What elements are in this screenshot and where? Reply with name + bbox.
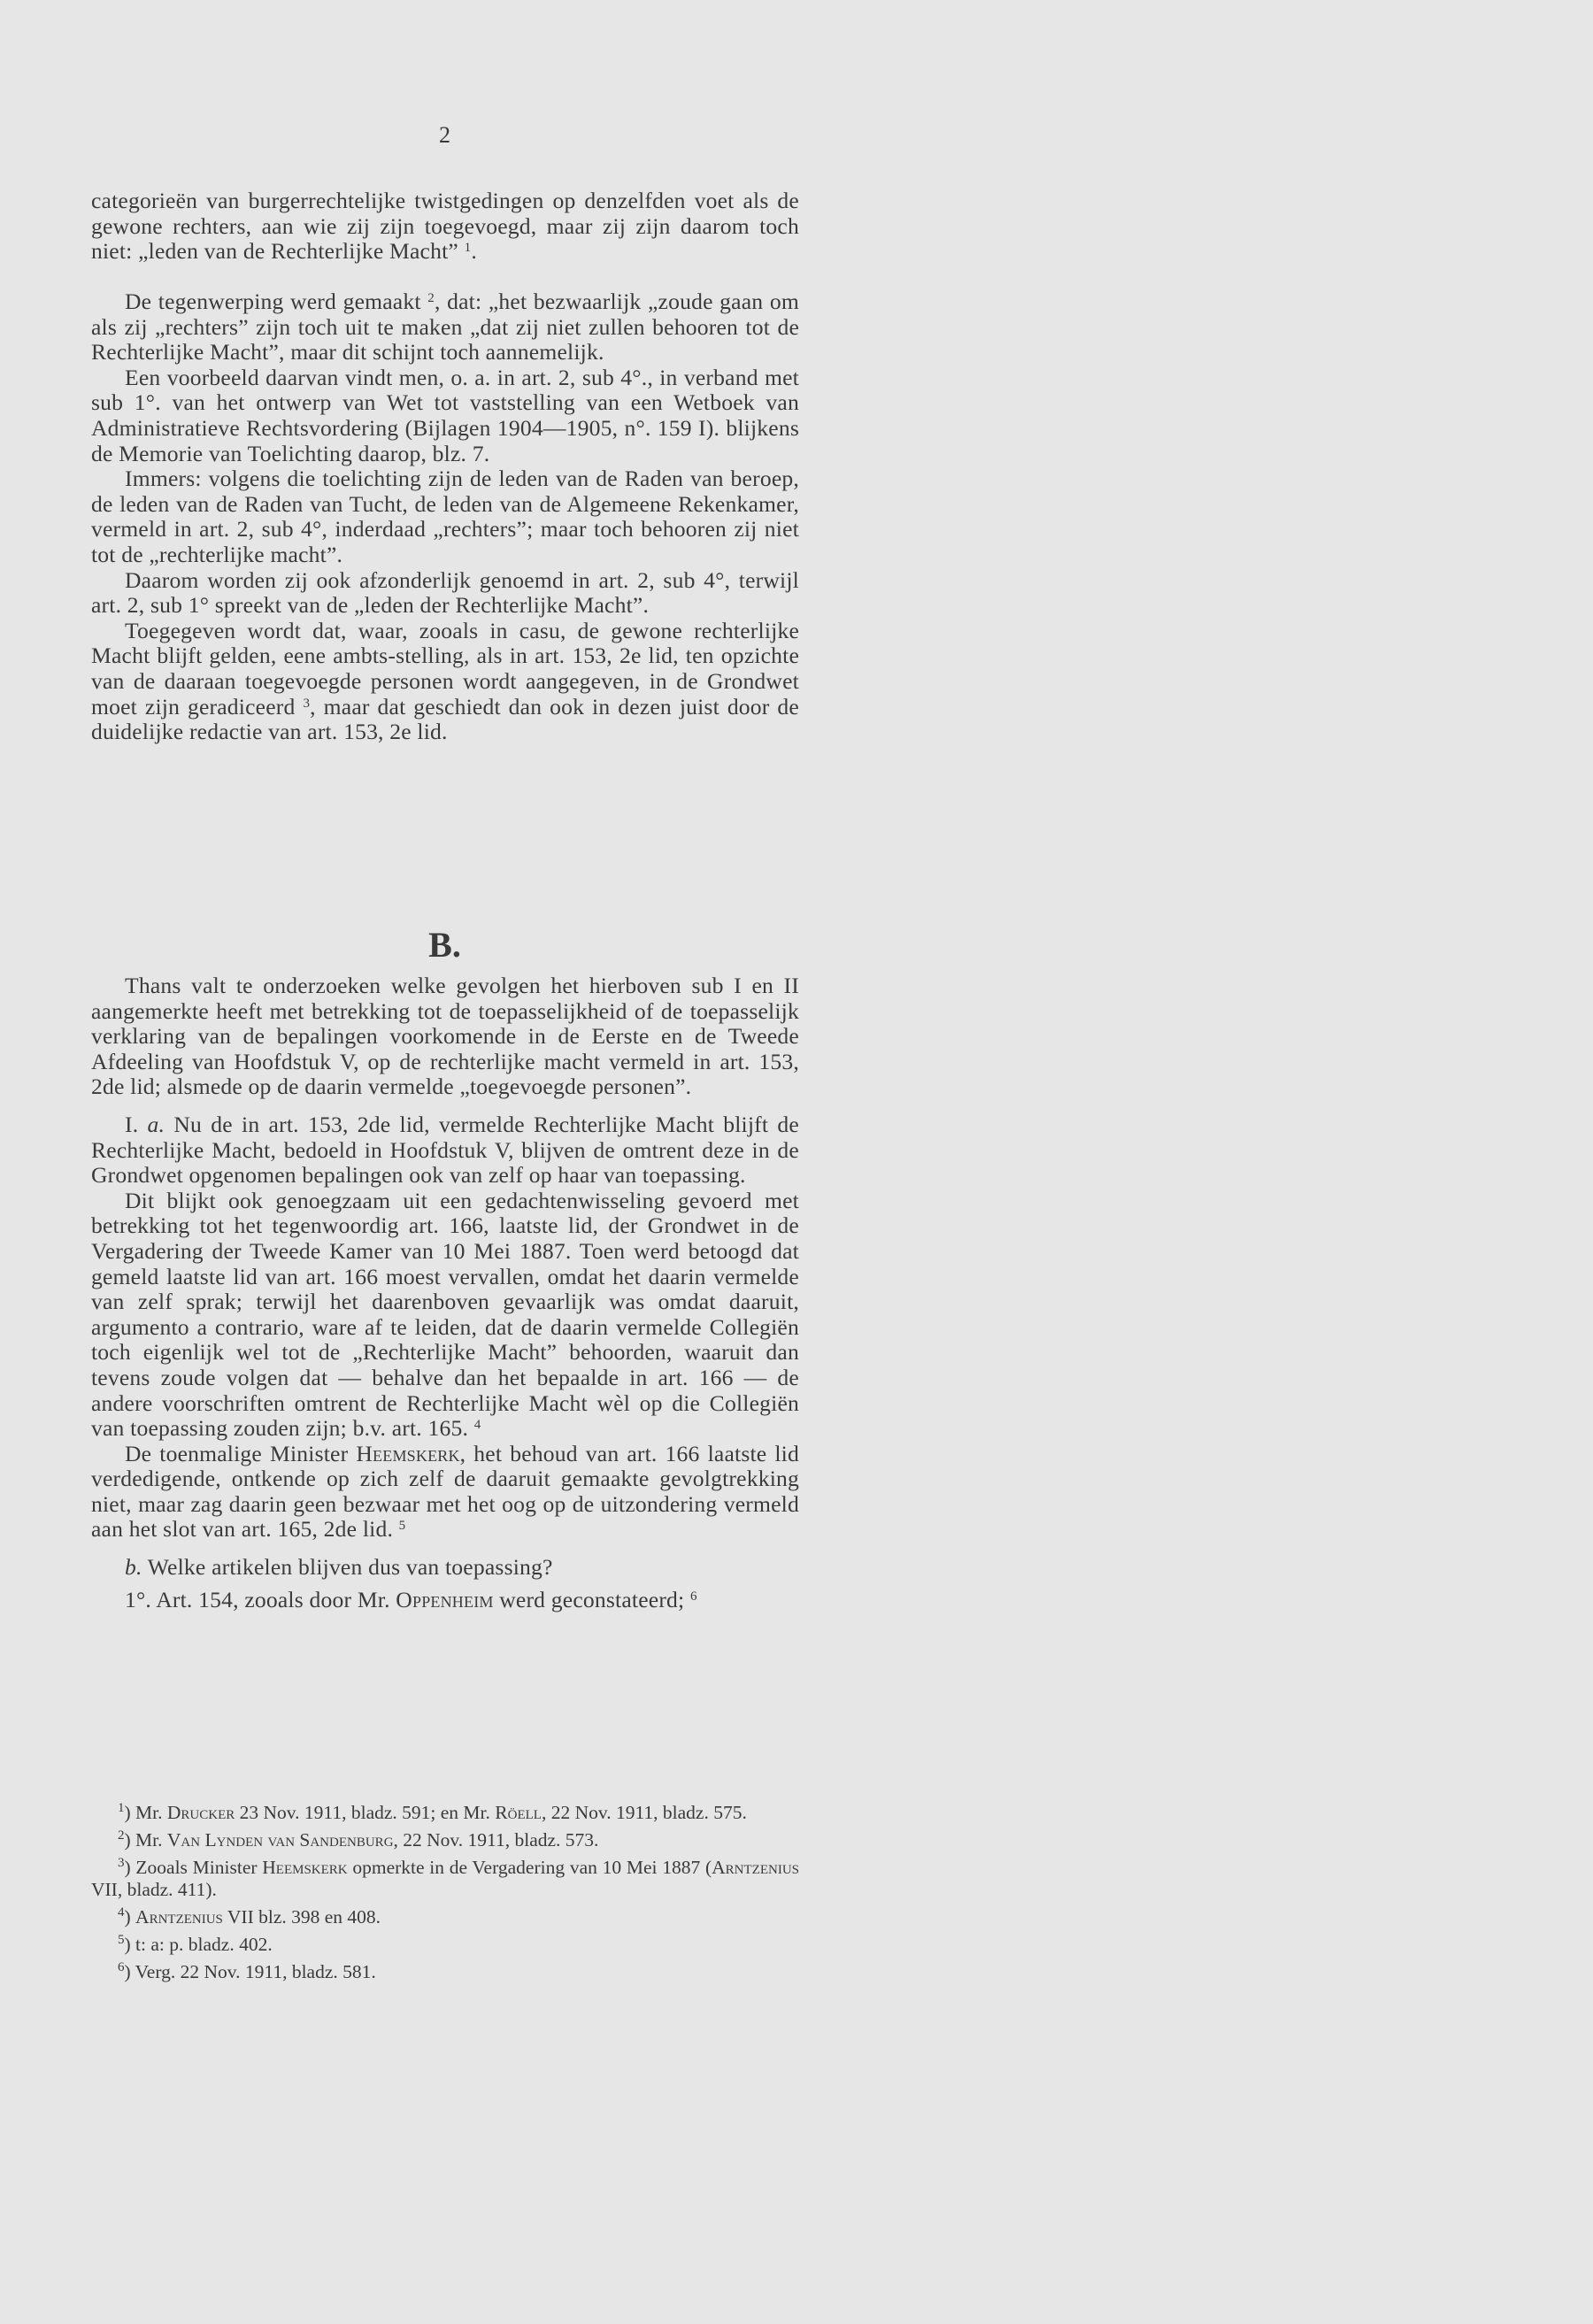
footnote-text: Van Lynden van Sandenburg [166,1829,394,1851]
footnote-5: $^5$) t: a: p. bladz. 402. [118,1933,273,1955]
footnote-mark: 1 [118,1801,125,1815]
section-heading: B. [428,925,461,965]
footnote-1: $^1$) Mr. Drucker 23 Nov. 1911, bladz. 591; en Mr. Röell, 22 Nov. 1911, bladz. 575. [118,1801,747,1823]
body-paragraph: Dit blijkt ook genoegzaam uit een gedachtenwisseling gevoerd met betrekking tot het tegenwoordig art. 166, laatste lid, der Grondwet in de Vergadering der Tweede Kamer van 10 Mei 1887. Toen werd betoogd dat gemeld laatste lid van art. 166 moest vervallen, omdat het daarin vermelde van zelf sprak; terwijl het daarenboven gevaarlijk was omdat daaruit, argumento a contrario, ware af te leiden, dat de daarin vermelde Collegiën toch eigenlijk wel tot de „Rechterlijke Macht” behoorden, waaruit dan tevens zoude volgen dat — behalve dan het bepaalde in art. 166 — de andere voorschriften omtrent de Rechterlijke Macht wèl op die Collegiën van toepassing zouden zijn; b.v. art. 165. $^4$ [91,1187,799,1442]
footnote-4: $^4$) Arntzenius VII blz. 398 en 408. [118,1905,381,1928]
body-paragraph: b. Welke artikelen blijven dus van toepassing? [125,1554,553,1581]
footnote-text: Mr. [135,1829,167,1851]
footnote-ref[interactable]: 6 [689,1589,697,1604]
body-paragraph: Immers: volgens die toelichting zijn de leden van de Raden van beroep, de leden van de Raden van Tucht, de leden van de Algemeene Rekenkamer, vermeld in art. 2, sub 4°, inderdaad „rechters”; maar toch behooren zij niet tot de „rechterlijke macht”. [91,466,799,567]
footnote-text: VII blz. 398 en 408. [222,1906,381,1928]
intro-paragraph: categorieën van burgerrechtelijke twistgedingen op denzelfden voet als de gewone rechters, aan wie zij zijn toegevoegd, maar zij zijn daarom toch niet: „leden van de Rechterlijke Macht” $^1$. [91,188,799,265]
footnote-text: Arntzenius [135,1906,223,1928]
page-number: 2 [439,122,450,148]
footnote-ref[interactable]: 2 [427,291,435,305]
body-paragraph: Toegegeven wordt dat, waar, zooals in casu, de gewone rechterlijke Macht blijft gelden, eene ambts-stelling, als in art. 153, 2e lid, ten opzichte van de daaraan toegevoegde personen wordt aangegeven, in de Grondwet moet zijn geradiceerd $^3$, maar dat geschiedt dan ook in dezen juist door de duidelijke redactie van art. 153, 2e lid. [91,617,799,745]
footnote-mark: 3 [118,1856,125,1870]
footnote-text: Zooals Minister [135,1857,263,1878]
body-paragraph: I. a. Nu de in art. 153, 2de lid, vermelde Rechterlijke Macht blijft de Rechterlijke Macht, bedoeld in Hoofdstuk V, blijven de omtrent deze in de Grondwet opgenomen bepalingen ook van zelf op haar van toepassing. [91,1111,799,1189]
footnote-mark: 2 [118,1828,125,1843]
body-paragraph: 1°. Art. 154, zooals door Mr. Oppenheim werd geconstateerd; $^6$ [125,1586,697,1612]
footnote-2: $^2$) Mr. Van Lynden van Sandenburg, 22 Nov. 1911, bladz. 573. [118,1828,599,1851]
footnote-text: Drucker [166,1802,235,1823]
footnote-text: Verg. 22 Nov. 1911, bladz. 581. [135,1961,376,1982]
footnote-text: Röell [495,1802,542,1823]
objection-block [91,289,799,745]
body-paragraph: De tegenwerping werd gemaakt $^2$, dat: „het bezwaarlijk „zoude gaan om als zij „rechters” zijn toch uit te maken „dat zij niet zullen behooren tot de Rechterlijke Macht”, maar dit schijnt toch aannemelijk. [91,289,799,366]
footnote-mark: 6 [118,1960,125,1974]
footnote-3: $^3$) Zooals Minister Heemskerk opmerkte in de Vergadering van 10 Mei 1887 (Arntzenius VII, bladz. 411). [91,1856,799,1900]
footnote-text: , 22 Nov. 1911, bladz. 575. [541,1802,747,1823]
footnote-text: Mr. [135,1802,167,1823]
body-paragraph: Daarom worden zij ook afzonderlijk genoemd in art. 2, sub 4°, terwijl art. 2, sub 1° spreekt van de „leden der Rechterlijke Macht”. [91,566,799,619]
section-b-block [91,973,799,1612]
footnote-text: 23 Nov. 1911, bladz. 591; en Mr. [235,1802,496,1823]
footnote-text: t: a: p. bladz. 402. [135,1934,273,1955]
footnote-mark: 5 [118,1933,125,1947]
footnote-text: , 22 Nov. 1911, bladz. 573. [393,1829,599,1851]
footnote-6: $^6$) Verg. 22 Nov. 1911, bladz. 581. [118,1960,376,1982]
footnote-text: Arntzenius [712,1857,799,1878]
footnote-ref[interactable]: 4 [473,1418,481,1433]
footnotes [91,1802,799,1983]
footnote-text: VII, bladz. 411). [91,1879,217,1900]
footnote-ref[interactable]: 3 [303,696,311,711]
footnote-mark: 4 [118,1905,125,1920]
footnote-ref[interactable]: 1 [464,241,472,256]
intro-block [91,189,799,265]
body-paragraph: Een voorbeeld daarvan vindt men, o. a. in art. 2, sub 4°., in verband met sub 1°. van het ontwerp van Wet tot vaststelling van een Wetboek van Administratieve Rechtsvordering (Bijlagen 1904—1905, n°. 159 I). blijkens de Memorie van Toelichting daarop, blz. 7. [91,364,799,466]
footnote-text: opmerkte in de Vergadering van 10 Mei 1887 ( [347,1857,712,1878]
footnote-text: Heemskerk [262,1857,348,1878]
body-paragraph: Thans valt te onderzoeken welke gevolgen het hierboven sub I en II aangemerkte heeft met betrekking tot de toepasselijkheid of de toepasselijk verklaring van de bepalingen voorkomende in de Eerste en de Tweede Afdeeling van Hoofdstuk V, op de rechterlijke macht vermeld in art. 153, 2de lid; alsmede op de daarin vermelde „toegevoegde personen”. [91,973,799,1100]
body-paragraph: De toenmalige Minister Heemskerk, het behoud van art. 166 laatste lid verdedigende, ontkende op zich zelf de daaruit gemaakte gevolgtrekking niet, maar zag daarin geen bezwaar met het oog op de uitzondering vermeld aan het slot van art. 165, 2de lid. $^5$ [91,1440,799,1543]
footnote-ref[interactable]: 5 [398,1519,406,1534]
